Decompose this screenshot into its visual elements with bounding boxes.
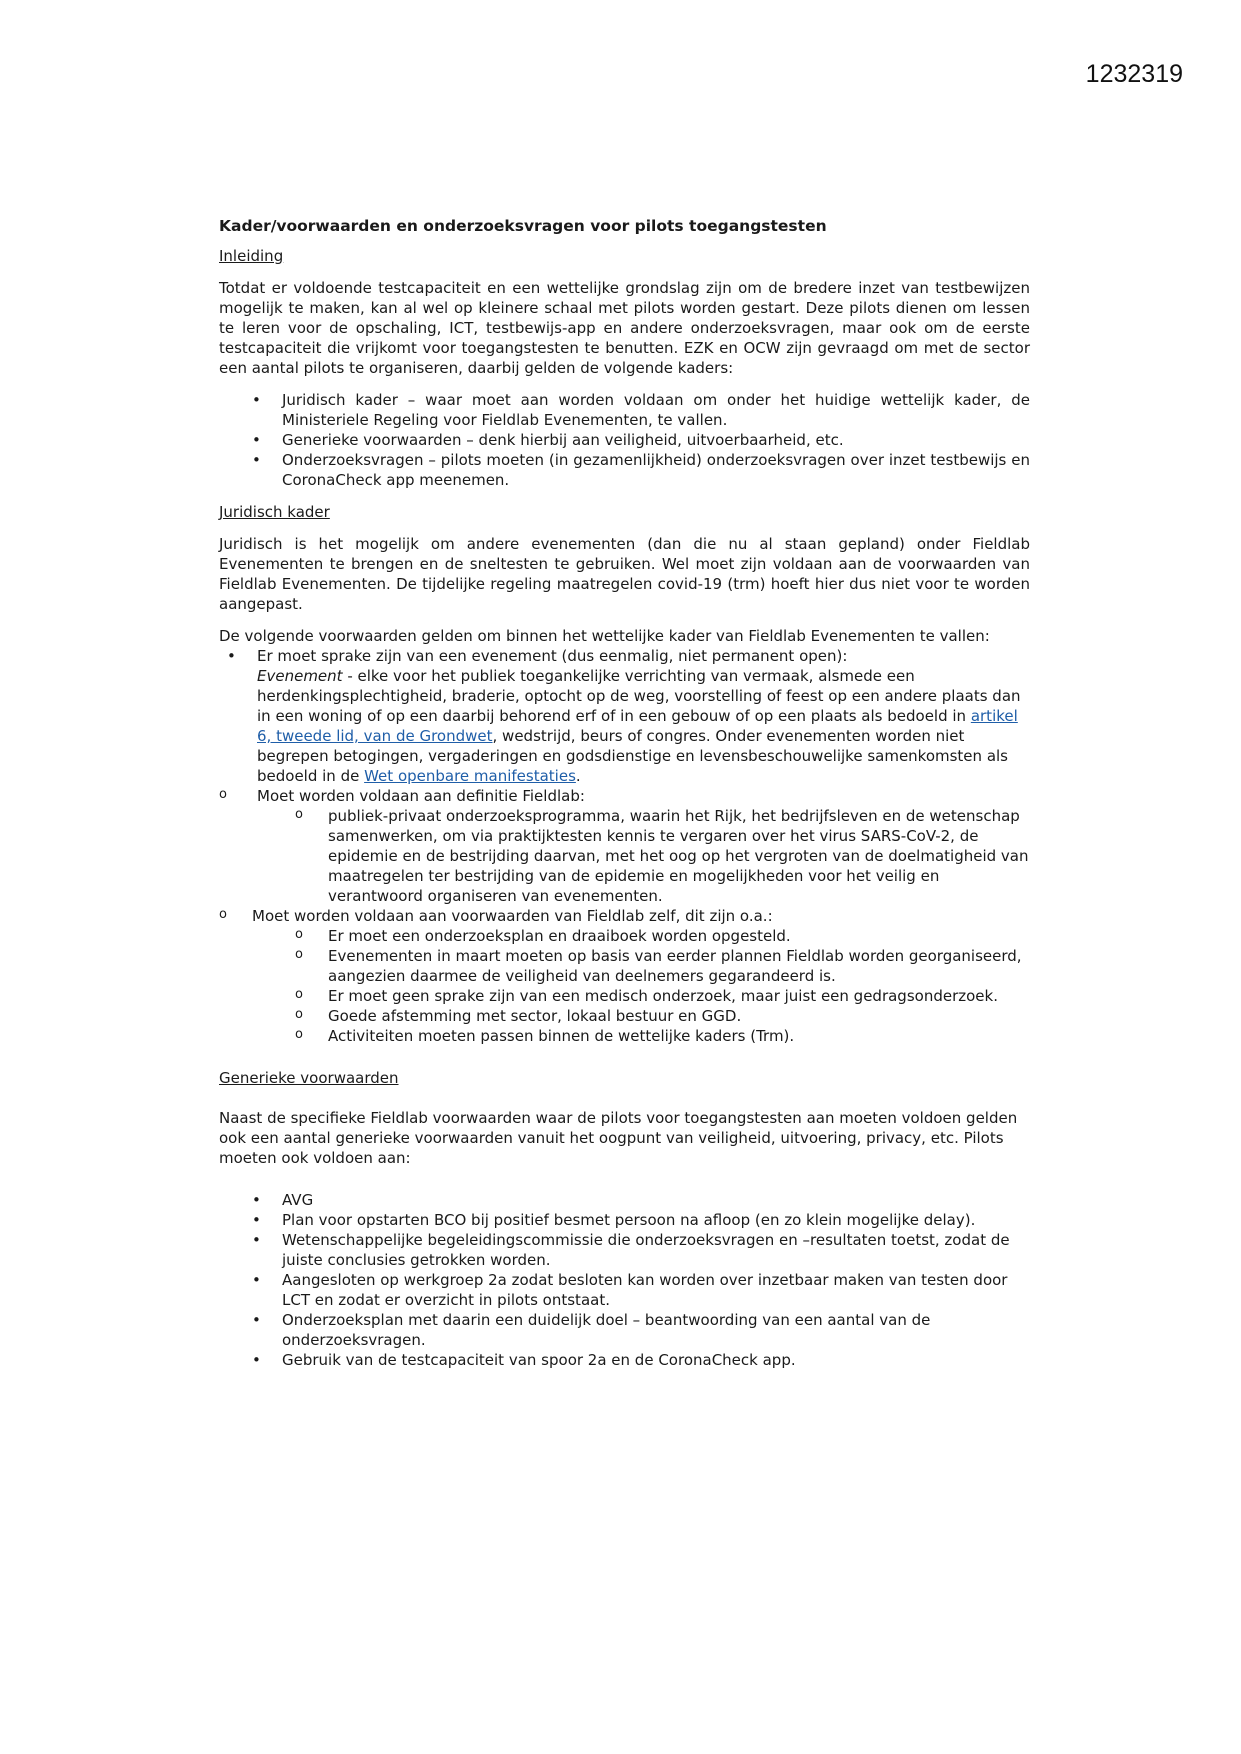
sub-list-item: o publiek-privaat onderzoeksprogramma, waarin het Rijk, het bedrijfsleven en de wetenschap samenwerken, om via praktijktesten kennis te vergaren over het virus SARS-CoV-2, de epidemie en de bestrijding daarvan, met het oog op het vergroten van de doelmatigheid van maatregelen ter bestrijding van de epidemie en mogelijkheden voor het veilig en verantwoord organiseren van evenementen. [219,806,1030,906]
definition-text: - elke voor het publiek toegankelijke verrichting van vermaak, alsmede een herdenkingsplechtigheid, braderie, optocht op de weg, voorstelling of feest op een andere plaats dan in een woning of op een daarbij behorend erf of in een gebouw of op een plaats als bedoeld in [257,667,1021,725]
list-item: o Moet worden voldaan aan definitie Fieldlab: [219,786,1030,806]
paragraph-voorwaarden-intro: De volgende voorwaarden gelden om binnen het wettelijke kader van Fieldlab Evenementen te vallen: [219,627,990,645]
definition-term: Evenement [257,667,343,685]
list-item: • Generieke voorwaarden – denk hierbij aan veiligheid, uitvoerbaarheid, etc. [219,430,1030,450]
sub-list-item: o Er moet geen sprake zijn van een medisch onderzoek, maar juist een gedragsonderzoek. [219,986,1030,1006]
list-item: • AVG [219,1190,1030,1210]
list-item: • Gebruik van de testcapaciteit van spoor 2a en de CoronaCheck app. [219,1350,1030,1370]
list-kaders [219,390,1030,490]
paragraph-inleiding: Totdat er voldoende testcapaciteit en een wettelijke grondslag zijn om de bredere inzet van testbewijzen mogelijk te maken, kan al wel op kleinere schaal met pilots worden gestart. Deze pilots dienen om lessen te leren voor de opschaling, ICT, testbewijs-app en andere onderzoeksvragen, maar ook om de eerste testcapaciteit die vrijkomt voor toegangstesten te benutten. EZK en OCW zijn gevraagd om met de sector een aantal pilots te organiseren, daarbij gelden de volgende kaders: [219,279,1030,377]
definition-text: . [575,767,581,785]
heading-generieke-voorwaarden: Generieke voorwaarden [219,1069,399,1087]
sub-list-item: o Er moet een onderzoeksplan en draaiboek worden opgesteld. [219,926,1030,946]
list-generieke-voorwaarden [219,1190,1030,1370]
list-item-text: Er moet sprake zijn van een evenement (dus eenmalig, niet permanent open): [257,647,848,665]
heading-juridisch-kader: Juridisch kader [219,503,330,521]
heading-inleiding: Inleiding [219,247,284,265]
list-item: • Onderzoeksvragen – pilots moeten (in gezamenlijkheid) onderzoeksvragen over inzet testbewijs en CoronaCheck app meenemen. [219,450,1030,490]
list-item: • Aangesloten op werkgroep 2a zodat besloten kan worden over inzetbaar maken van testen door LCT en zodat er overzicht in pilots ontstaat. [219,1270,1030,1310]
link-grondwet[interactable]: artikel 6, tweede lid, van de Grondwet [257,707,1018,745]
list-item: • Wetenschappelijke begeleidingscommissie die onderzoeksvragen en –resultaten toetst, zodat de juiste conclusies getrokken worden. [219,1230,1030,1270]
list-item: • Onderzoeksplan met daarin een duidelijk doel – beantwoording van een aantal van de onderzoeksvragen. [219,1310,1030,1350]
list-item: • Plan voor opstarten BCO bij positief besmet persoon na afloop (en zo klein mogelijke delay). [219,1210,1030,1230]
document-number: 1232319 [1085,60,1183,88]
document-title: Kader/voorwaarden en onderzoeksvragen voor pilots toegangstesten [219,217,827,235]
list-fieldlab-voorwaarden [219,646,1030,1046]
paragraph-generiek: Naast de specifieke Fieldlab voorwaarden waar de pilots voor toegangstesten aan moeten voldoen gelden ook een aantal generieke voorwaarden vanuit het oogpunt van veiligheid, uitvoering, privacy, etc. Pilots moeten ook voldoen aan: [219,1109,1018,1167]
definition-text: , wedstrijd, beurs of congres. Onder evenementen worden niet begrepen betogingen, vergaderingen en godsdienstige en levensbeschouwelijke samenkomsten als bedoeld in de [257,727,1008,785]
list-item: o Moet worden voldaan aan voorwaarden van Fieldlab zelf, dit zijn o.a.: [219,906,1030,926]
paragraph-juridisch: Juridisch is het mogelijk om andere evenementen (dan die nu al staan gepland) onder Fieldlab Evenementen te brengen en de sneltesten te gebruiken. Wel moet zijn voldaan aan de voorwaarden van Fieldlab Evenementen. De tijdelijke regeling maatregelen covid-19 (trm) hoeft hier dus niet voor te worden aangepast. [219,535,1030,613]
definition-evenement [257,666,1030,786]
sub-list-item: o Evenementen in maart moeten op basis van eerder plannen Fieldlab worden georganiseerd, aangezien daarmee de veiligheid van deelnemers gegarandeerd is. [219,946,1030,986]
document-body [219,216,1030,1382]
list-item [219,646,1030,786]
sub-list-item: o Goede afstemming met sector, lokaal bestuur en GGD. [219,1006,1030,1026]
link-wet-openbare-manifestaties[interactable]: Wet openbare manifestaties [364,767,576,785]
sub-list-item: o Activiteiten moeten passen binnen de wettelijke kaders (Trm). [219,1026,1030,1046]
list-item: • Juridisch kader – waar moet aan worden voldaan om onder het huidige wettelijk kader, de Ministeriele Regeling voor Fieldlab Evenementen, te vallen. [219,390,1030,430]
